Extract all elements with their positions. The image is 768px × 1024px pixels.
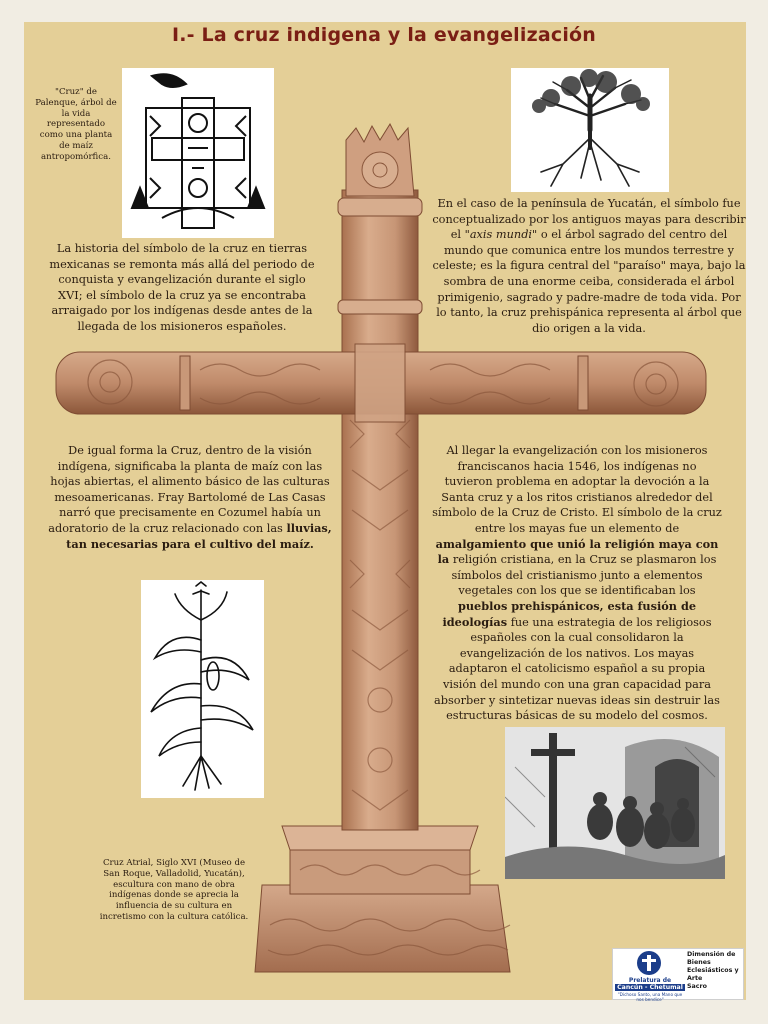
tree-of-life-illustration xyxy=(511,68,669,192)
missionary-engraving xyxy=(505,727,725,879)
palenque-cross-illustration xyxy=(122,68,274,238)
corn-plant-illustration xyxy=(141,580,264,798)
paragraph-maiz: De igual forma la Cruz, dentro de la visión indígena, significaba la planta de maíz con las hojas abiertas, el alimento básico de las culturas mesoamericanas. Fray Bartolomé de Las Casas narró que precisamente en Cozumel había un adoratorio de la cruz relacionado con las lluvias, tan necesarias para el cultivo del maíz. xyxy=(48,444,332,551)
caption-palenque: "Cruz" de Palenque, árbol de la vida representado como una planta de maíz antropomórfica. xyxy=(35,87,117,162)
prelature-name-1: Prelatura de xyxy=(628,977,672,984)
caption-cruz-atrial: Cruz Atrial, Siglo XVI (Museo de San Roque, Valladolid, Yucatán), escultura con mano de obra indígenas donde se aprecia la influencia de su cultura en incretismo con la cultura católica. xyxy=(99,858,249,922)
prelature-name-2: Cancún - Chetumal xyxy=(615,984,685,991)
paragraph-history: La historia del símbolo de la cruz en tierras mexicanas se remonta más allá del periodo de conquista y evangelización durante el siglo XVI; el símbolo de la cruz ya se encontraba arraigado por los indígenas desde antes de la llegada de los misioneros españoles. xyxy=(49,242,315,333)
paragraph-evangelizacion: Al llegar la evangelización con los misioneros franciscanos hacia 1546, los indígenas no tuvieron problema en adoptar la devoción a la Santa cruz y a los ritos cristianos alrededor del símbolo de la Cruz de Cristo. El símbolo de la cruz entre los mayas fue un elemento de amalgamiento que unió la religión maya con la religión cristiana, en la Cruz se plasmaron los símbolos del cristianismo junto a elementos vegetales con los que se identificaban los pueblos prehispánicos, esta fusión de ideologías fue una estrategia de los religiosos españoles con la cual consolidaron la evangelización de los nativos. Los mayas adaptaron el catolicismo español a su propia visión del mundo con una gran capacidad para absorber y sintetizar nuevas ideas sin destruir las estructuras básicas de su modelo del cosmos. xyxy=(432,444,722,723)
prelature-logo xyxy=(612,948,744,1000)
prelature-motto: "Dichoso Santo, una Mano que nos bendice" xyxy=(617,992,683,1002)
dimension-label: Dimensión de Bienes Eclesiásticos y Arte Sacro xyxy=(687,951,739,990)
page-title: I.- La cruz indigena y la evangelización xyxy=(171,24,597,46)
prelature-emblem xyxy=(613,949,685,1002)
paragraph-yucatan: En el caso de la península de Yucatán, el símbolo fue conceptualizado por los antiguos mayas para describir el "axis mundi" o el árbol sagrado del centro del mundo que comunica entre los mundos terrestre y celeste; es la figura central del "paraíso" maya, bajo la sombra de una enorme ceiba, considerada el árbol primigenio, sagrado y padre-madre de toda vida. Por lo tanto, la cruz prehispánica representa al árbol que dio origen a la vida. xyxy=(432,197,746,335)
